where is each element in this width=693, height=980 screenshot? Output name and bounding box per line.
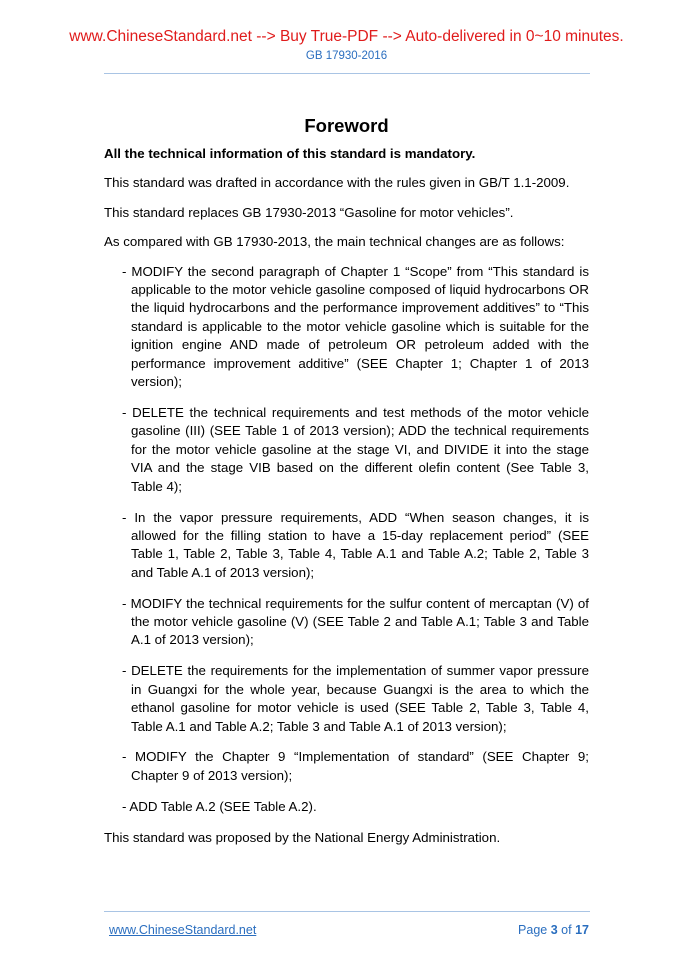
replacement-paragraph: This standard replaces GB 17930-2013 “Gasoline for motor vehicles”. (104, 204, 514, 220)
list-item: - MODIFY the second paragraph of Chapter 1 “Scope” from “This standard is applicable to the motor vehicle gasoline composed of liquid hydrocarbons OR the liquid hydrocarbons and the performance improvement additives” to “This standard is applicable to the motor vehicle gasoline which is suitable for the ignition engine AND made of petroleum OR petroleum added with the performance improvement additive” (SEE Chapter 1; Chapter 1 of 2013 version); (122, 263, 589, 390)
list-item: - DELETE the requirements for the implementation of summer vapor pressure in Guangxi for the whole year, because Guangxi is the area to which the ethanol gasoline for motor vehicle is used (SEE Table 2, Table 3, Table 4, Table A.1 and Table A.2; Table 3 and Table A.1 of 2013 version); (122, 663, 589, 734)
list-item: - In the vapor pressure requirements, ADD “When season changes, it is allowed for the filling station to have a 15-day replacement period” (SEE Table 1, Table 2, Table 3, Table 4, Table A.1 and Table A.2; Table 2, Table 3 and Table A.1 of 2013 version); (122, 509, 589, 580)
foreword-body (104, 145, 589, 858)
page-total: 17 (575, 923, 589, 937)
page-number (518, 922, 589, 938)
page-current: 3 (550, 923, 558, 937)
list-item: - DELETE the technical requirements and test methods of the motor vehicle gasoline (III) (SEE Table 1 of 2013 version); ADD the technical requirements for the motor vehicle gasoline at the stage VI, and DIVIDE it into the stage VIA and the stage VIB based on the different olefin content (See Table 3, Table 4); (122, 404, 589, 494)
page-label: Page (518, 923, 548, 937)
standard-code: GB 17930-2016 (305, 50, 388, 62)
list-item: - MODIFY the Chapter 9 “Implementation of standard” (SEE Chapter 9; Chapter 9 of 2013 version); (122, 749, 589, 783)
list-item: - ADD Table A.2 (SEE Table A.2). (122, 798, 317, 814)
drafting-paragraph: This standard was drafted in accordance with the rules given in GB/T 1.1-2009. (104, 175, 570, 191)
page-of: of (561, 923, 572, 937)
comparison-intro: As compared with GB 17930-2013, the main technical changes are as follows: (104, 234, 565, 250)
promo-banner-link[interactable]: www.ChineseStandard.net --> Buy True-PDF --> Auto-delivered in 0~10 minutes. (69, 28, 624, 45)
list-item: - MODIFY the technical requirements for the sulfur content of mercaptan (V) of the motor vehicle gasoline (V) (SEE Table 2 and Table A.1; Table 3 and Table A.1 of 2013 version); (122, 595, 589, 648)
footer-divider (104, 911, 590, 912)
proposal-paragraph: This standard was proposed by the National Energy Administration. (104, 829, 501, 845)
footer-website-link[interactable]: www.ChineseStandard.net (109, 923, 257, 937)
page-title: Foreword (304, 115, 389, 137)
mandatory-statement: All the technical information of this standard is mandatory. (104, 146, 476, 161)
header-divider (104, 73, 590, 74)
changes-list (104, 263, 589, 817)
